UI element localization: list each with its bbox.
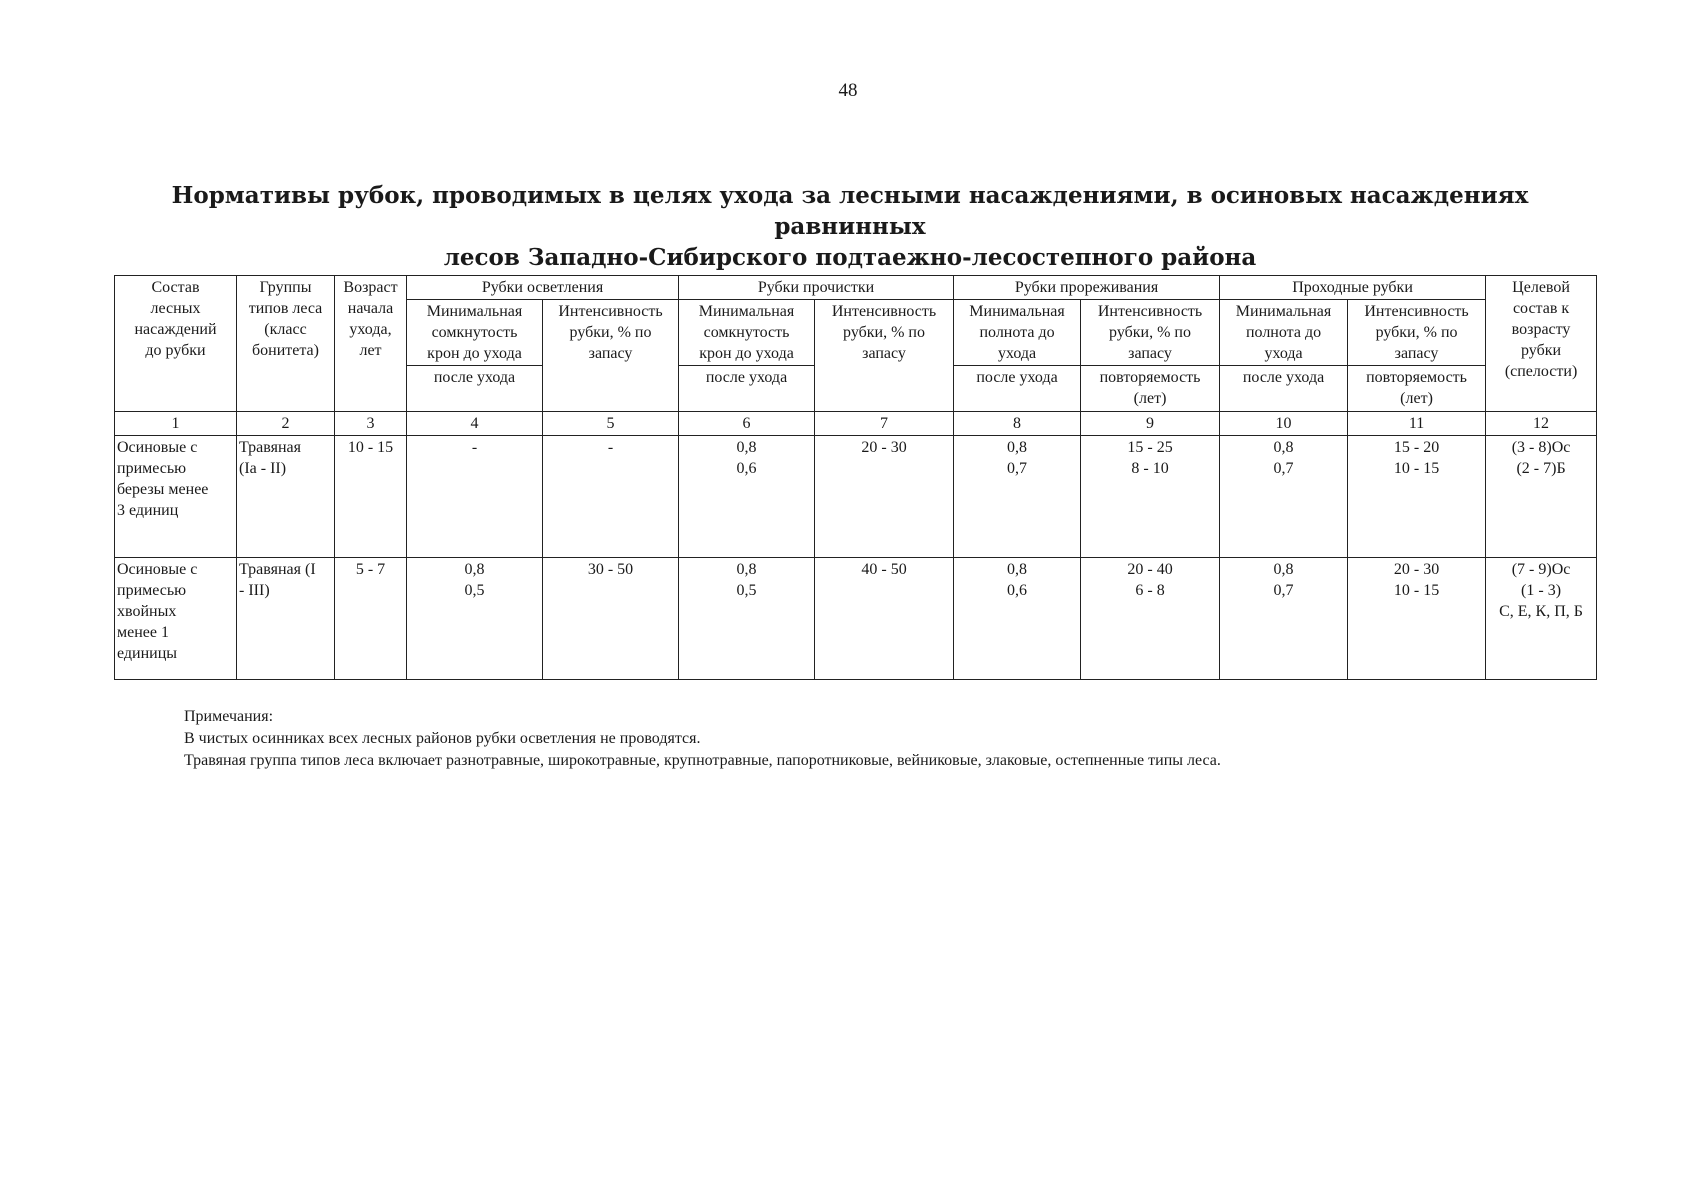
row-value-7: 20 - 30 bbox=[815, 436, 954, 558]
header-intensity-11: Интенсивность рубки, % по запасу bbox=[1348, 300, 1486, 366]
page-number: 48 bbox=[838, 80, 858, 101]
row-target-composition: (7 - 9)Ос (1 - 3) С, Е, К, П, Б bbox=[1486, 558, 1597, 680]
note-item: В чистых осинниках всех лесных районов рубки осветления не проводятся. bbox=[184, 730, 701, 747]
header-intensity-5: Интенсивность рубки, % по запасу bbox=[543, 300, 679, 412]
row-value-5: - bbox=[543, 436, 679, 558]
header-intensity-7: Интенсивность рубки, % по запасу bbox=[815, 300, 954, 412]
column-number: 10 bbox=[1220, 412, 1348, 436]
note-item: Травяная группа типов леса включает разнотравные, широкотравные, крупнотравные, папоротниковые, вейниковые, злаковые, остепненные типы леса. bbox=[184, 752, 1221, 769]
table-row bbox=[115, 558, 1597, 680]
column-number: 3 bbox=[335, 412, 407, 436]
column-number: 2 bbox=[237, 412, 335, 436]
table-row bbox=[115, 436, 1597, 558]
document-title bbox=[110, 180, 1590, 273]
notes-section bbox=[184, 706, 1584, 772]
row-value-11: 15 - 20 10 - 15 bbox=[1348, 436, 1486, 558]
title-line-1: Нормативы рубок, проводимых в целях ухода за лесными насаждениями, в осиновых насаждениях равнинных bbox=[171, 182, 1529, 240]
header-repeat-9: повторяемость (лет) bbox=[1081, 366, 1220, 412]
row-value-5: 30 - 50 bbox=[543, 558, 679, 680]
row-value-10: 0,8 0,7 bbox=[1220, 558, 1348, 680]
row-value-4: - bbox=[407, 436, 543, 558]
header-group-osvetlenie: Рубки осветления bbox=[407, 276, 679, 300]
norms-table bbox=[114, 275, 1597, 680]
row-target-composition: (3 - 8)Ос (2 - 7)Б bbox=[1486, 436, 1597, 558]
header-intensity-9: Интенсивность рубки, % по запасу bbox=[1081, 300, 1220, 366]
row-value-8: 0,8 0,7 bbox=[954, 436, 1081, 558]
column-number: 8 bbox=[954, 412, 1081, 436]
header-after-care-10: после ухода bbox=[1220, 366, 1348, 412]
notes-heading: Примечания: bbox=[184, 708, 274, 725]
row-forest-type: Травяная (Iа - II) bbox=[237, 436, 335, 558]
row-value-9: 15 - 25 8 - 10 bbox=[1081, 436, 1220, 558]
header-forest-type: Группы типов леса (класс бонитета) bbox=[237, 276, 335, 412]
header-target-composition: Целевой состав к возрасту рубки (спелости) bbox=[1486, 276, 1597, 412]
column-number: 6 bbox=[679, 412, 815, 436]
column-number: 5 bbox=[543, 412, 679, 436]
header-min-density-10: Минимальная полнота до ухода bbox=[1220, 300, 1348, 366]
row-value-6: 0,8 0,5 bbox=[679, 558, 815, 680]
column-number: 12 bbox=[1486, 412, 1597, 436]
header-group-prorezhivanie: Рубки прореживания bbox=[954, 276, 1220, 300]
column-number-row bbox=[115, 412, 1597, 436]
row-value-9: 20 - 40 6 - 8 bbox=[1081, 558, 1220, 680]
row-value-7: 40 - 50 bbox=[815, 558, 954, 680]
header-after-care-8: после ухода bbox=[954, 366, 1081, 412]
header-after-care-6: после ухода bbox=[679, 366, 815, 412]
row-value-6: 0,8 0,6 bbox=[679, 436, 815, 558]
column-number: 4 bbox=[407, 412, 543, 436]
row-start-age: 5 - 7 bbox=[335, 558, 407, 680]
row-composition: Осиновые с примесью хвойных менее 1 единицы bbox=[115, 558, 237, 680]
header-group-prochistki: Рубки прочистки bbox=[679, 276, 954, 300]
row-forest-type: Травяная (I - III) bbox=[237, 558, 335, 680]
column-number: 11 bbox=[1348, 412, 1486, 436]
column-number: 7 bbox=[815, 412, 954, 436]
row-value-11: 20 - 30 10 - 15 bbox=[1348, 558, 1486, 680]
row-value-8: 0,8 0,6 bbox=[954, 558, 1081, 680]
column-number: 1 bbox=[115, 412, 237, 436]
header-start-age: Возраст начала ухода, лет bbox=[335, 276, 407, 412]
row-composition: Осиновые с примесью березы менее 3 единиц bbox=[115, 436, 237, 558]
header-min-closure-6: Минимальная сомкнутость крон до ухода bbox=[679, 300, 815, 366]
header-min-closure-4: Минимальная сомкнутость крон до ухода bbox=[407, 300, 543, 366]
row-value-10: 0,8 0,7 bbox=[1220, 436, 1348, 558]
title-line-2: лесов Западно-Сибирского подтаежно-лесостепного района bbox=[443, 244, 1257, 271]
header-after-care-4: после ухода bbox=[407, 366, 543, 412]
header-composition: Состав лесных насаждений до рубки bbox=[115, 276, 237, 412]
header-min-density-8: Минимальная полнота до ухода bbox=[954, 300, 1081, 366]
row-start-age: 10 - 15 bbox=[335, 436, 407, 558]
header-group-prokhodnye: Проходные рубки bbox=[1220, 276, 1486, 300]
row-value-4: 0,8 0,5 bbox=[407, 558, 543, 680]
header-repeat-11: повторяемость (лет) bbox=[1348, 366, 1486, 412]
column-number: 9 bbox=[1081, 412, 1220, 436]
